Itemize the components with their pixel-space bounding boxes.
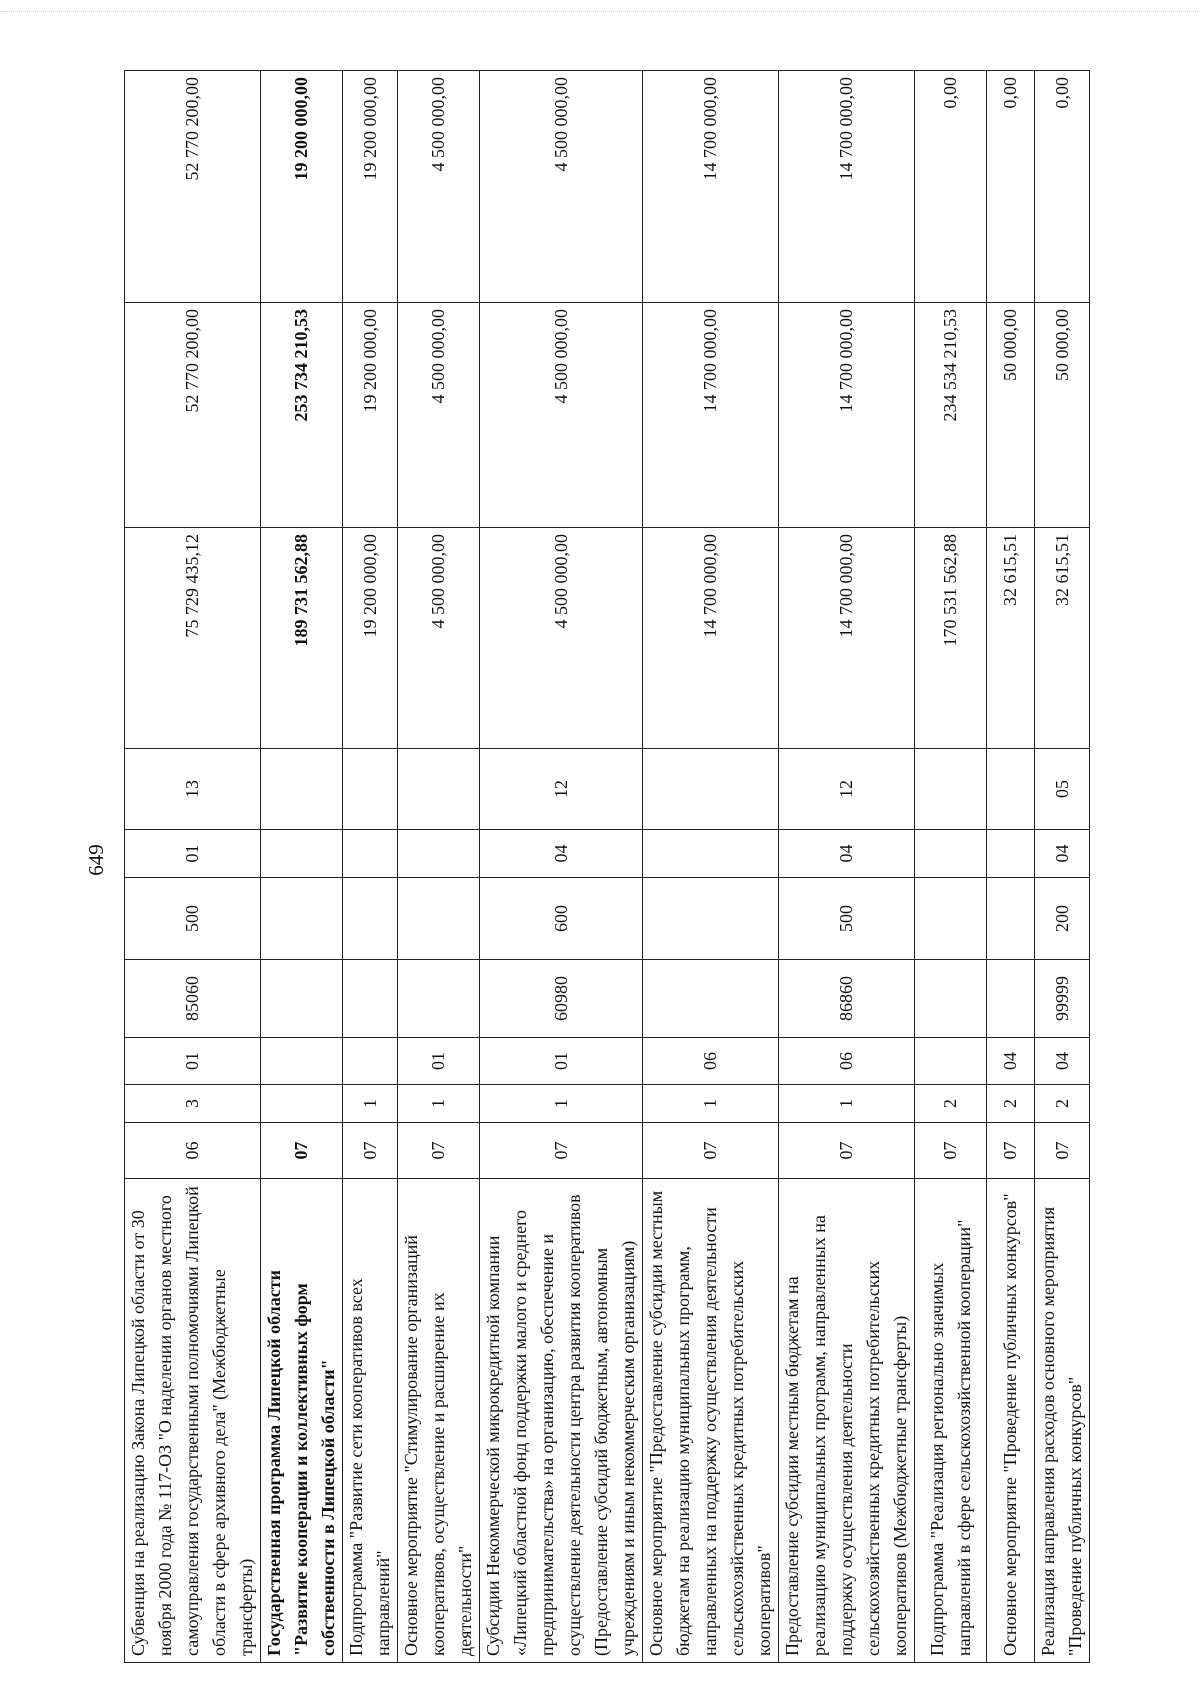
expense-type-code: 500: [125, 878, 261, 960]
amount-year-3: 0,00: [1035, 71, 1090, 303]
amount-year-1: 14 700 000,00: [643, 528, 779, 749]
expense-type-code: 500: [779, 878, 915, 960]
budget-table: [124, 70, 1090, 1663]
direction-code: [643, 960, 779, 1038]
expense-type-code: [261, 878, 343, 960]
amount-year-3: 14 700 000,00: [643, 71, 779, 303]
amount-year-3: 0,00: [915, 71, 987, 303]
amount-year-1: 19 200 000,00: [343, 528, 398, 749]
subsection-code: 12: [779, 749, 915, 830]
section-code: [987, 830, 1035, 878]
event-code: 04: [1035, 1038, 1090, 1085]
section-code: [643, 830, 779, 878]
row-description: Основное мероприятие "Стимулирование организаций кооперативов, осуществление и расширение их деятельности": [398, 1179, 480, 1663]
direction-code: 99999: [1035, 960, 1090, 1038]
program-code: 07: [779, 1123, 915, 1179]
event-code: 06: [779, 1038, 915, 1085]
section-code: [261, 830, 343, 878]
table-row: [1035, 71, 1090, 1663]
amount-year-3: 0,00: [987, 71, 1035, 303]
subsection-code: [343, 749, 398, 830]
program-code: 07: [398, 1123, 480, 1179]
program-code: 06: [125, 1123, 261, 1179]
amount-year-1: 75 729 435,12: [125, 528, 261, 749]
table-row: [125, 71, 261, 1663]
amount-year-1: 4 500 000,00: [480, 528, 643, 749]
section-code: [915, 830, 987, 878]
amount-year-2: 14 700 000,00: [643, 303, 779, 528]
amount-year-3: 4 500 000,00: [480, 71, 643, 303]
expense-type-code: [987, 878, 1035, 960]
section-code: [398, 830, 480, 878]
program-code: 07: [1035, 1123, 1090, 1179]
event-code: 01: [125, 1038, 261, 1085]
direction-code: [343, 960, 398, 1038]
subprogram-code: 1: [398, 1085, 480, 1123]
section-code: 04: [1035, 830, 1090, 878]
amount-year-2: 14 700 000,00: [779, 303, 915, 528]
amount-year-2: 4 500 000,00: [480, 303, 643, 528]
subsection-code: 12: [480, 749, 643, 830]
table-body: [125, 71, 1090, 1663]
table-row: [343, 71, 398, 1663]
direction-code: [398, 960, 480, 1038]
direction-code: 60980: [480, 960, 643, 1038]
subprogram-code: 1: [480, 1085, 643, 1123]
subprogram-code: 1: [779, 1085, 915, 1123]
program-code: 07: [643, 1123, 779, 1179]
table-row: [261, 71, 343, 1663]
program-code: 07: [987, 1123, 1035, 1179]
event-code: 01: [480, 1038, 643, 1085]
amount-year-2: 50 000,00: [987, 303, 1035, 528]
table-row: [779, 71, 915, 1663]
program-code: 07: [261, 1123, 343, 1179]
event-code: 04: [987, 1038, 1035, 1085]
row-description: Предоставление субсидии местным бюджетам на реализацию муниципальных программ, направленных на поддержку осуществления деятельности сельскохозяйственных кредитных потребительских кооперативов (Межбюджетные трансферты): [779, 1179, 915, 1663]
subprogram-code: 2: [987, 1085, 1035, 1123]
direction-code: [261, 960, 343, 1038]
table-row: [915, 71, 987, 1663]
subprogram-code: 2: [915, 1085, 987, 1123]
direction-code: 85060: [125, 960, 261, 1038]
amount-year-2: 52 770 200,00: [125, 303, 261, 528]
row-description: Подпрограмма "Развитие сети кооперативов всех направлений": [343, 1179, 398, 1663]
section-code: [343, 830, 398, 878]
subprogram-code: 1: [343, 1085, 398, 1123]
subsection-code: [398, 749, 480, 830]
event-code: [915, 1038, 987, 1085]
rotated-table-wrapper: [124, 71, 1087, 1663]
amount-year-2: 234 534 210,53: [915, 303, 987, 528]
subsection-code: [261, 749, 343, 830]
event-code: 06: [643, 1038, 779, 1085]
section-code: 04: [480, 830, 643, 878]
expense-type-code: [398, 878, 480, 960]
expense-type-code: 600: [480, 878, 643, 960]
subsection-code: [643, 749, 779, 830]
table-row: [643, 71, 779, 1663]
amount-year-2: 4 500 000,00: [398, 303, 480, 528]
section-code: 01: [125, 830, 261, 878]
event-code: 01: [398, 1038, 480, 1085]
event-code: [343, 1038, 398, 1085]
amount-year-2: 253 734 210,53: [261, 303, 343, 528]
table-row: [987, 71, 1035, 1663]
program-code: 07: [915, 1123, 987, 1179]
amount-year-1: 14 700 000,00: [779, 528, 915, 749]
subsection-code: 05: [1035, 749, 1090, 830]
page-number: 649: [84, 844, 108, 876]
row-description: Основное мероприятие "Проведение публичных конкурсов": [987, 1179, 1035, 1663]
direction-code: [915, 960, 987, 1038]
row-description: Основное мероприятие "Предоставление субсидии местным бюджетам на реализацию муниципальных программ, направленных на поддержку осуществления деятельности сельскохозяйственных кредитных потребительских кооперативов": [643, 1179, 779, 1663]
event-code: [261, 1038, 343, 1085]
expense-type-code: [643, 878, 779, 960]
table-row: [480, 71, 643, 1663]
expense-type-code: 200: [1035, 878, 1090, 960]
direction-code: 86860: [779, 960, 915, 1038]
subprogram-code: 3: [125, 1085, 261, 1123]
subsection-code: [915, 749, 987, 830]
amount-year-2: 19 200 000,00: [343, 303, 398, 528]
amount-year-3: 19 200 000,00: [261, 71, 343, 303]
amount-year-2: 50 000,00: [1035, 303, 1090, 528]
expense-type-code: [343, 878, 398, 960]
table-row: [398, 71, 480, 1663]
subprogram-code: 2: [1035, 1085, 1090, 1123]
program-code: 07: [343, 1123, 398, 1179]
row-description: Реализация направления расходов основного мероприятия "Проведение публичных конкурсов": [1035, 1179, 1090, 1663]
direction-code: [987, 960, 1035, 1038]
subprogram-code: [261, 1085, 343, 1123]
amount-year-3: 4 500 000,00: [398, 71, 480, 303]
amount-year-1: 32 615,51: [1035, 528, 1090, 749]
amount-year-1: 32 615,51: [987, 528, 1035, 749]
section-code: 04: [779, 830, 915, 878]
amount-year-3: 19 200 000,00: [343, 71, 398, 303]
amount-year-1: 170 531 562,88: [915, 528, 987, 749]
row-description: Субсидии Некоммерческой микрокредитной компании «Липецкий областной фонд поддержки малого и среднего предпринимательства» на организацию, обеспечение и осуществление деятельности центра развития кооперативов (Предоставление субсидий бюджетным, автономным учреждениям и иным некоммерческим организациям): [480, 1179, 643, 1663]
row-description: Субвенция на реализацию Закона Липецкой области от 30 ноября 2000 года № 117-ОЗ "О наделении органов местного самоуправления государственными полномочиями Липецкой области в сфере архивного дела" (Межбюджетные трансферты): [125, 1179, 261, 1663]
subprogram-code: 1: [643, 1085, 779, 1123]
amount-year-3: 52 770 200,00: [125, 71, 261, 303]
scan-top-edge: [0, 11, 1200, 12]
amount-year-1: 4 500 000,00: [398, 528, 480, 749]
row-description: Государственная программа Липецкой области "Развитие кооперации и коллективных форм собственности в Липецкой области": [261, 1179, 343, 1663]
row-description: Подпрограмма "Реализация регионально значимых направлений в сфере сельскохозяйственной кооперации": [915, 1179, 987, 1663]
subsection-code: [987, 749, 1035, 830]
expense-type-code: [915, 878, 987, 960]
amount-year-3: 14 700 000,00: [779, 71, 915, 303]
program-code: 07: [480, 1123, 643, 1179]
subsection-code: 13: [125, 749, 261, 830]
amount-year-1: 189 731 562,88: [261, 528, 343, 749]
